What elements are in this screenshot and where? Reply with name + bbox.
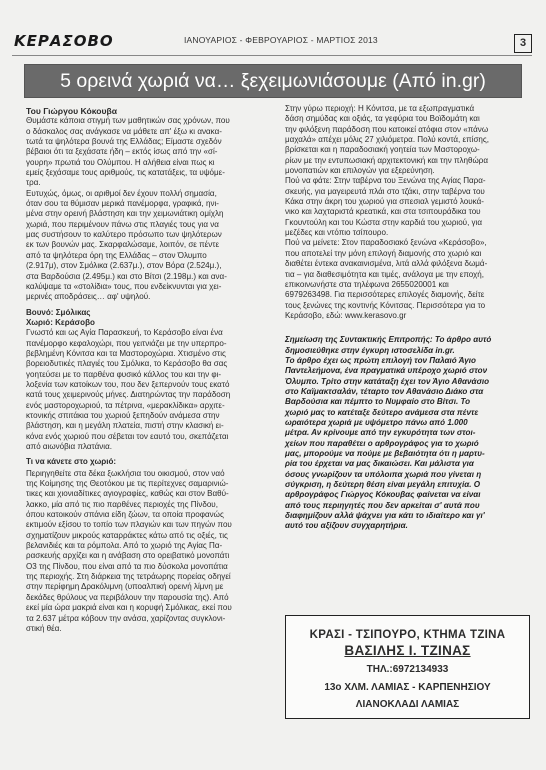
right-line: τια – για διαθεσιμότητα και τιμές, ανάλογα με την εποχή, bbox=[285, 269, 484, 279]
village-line: από αιωνόβια πλατάνια. bbox=[26, 442, 112, 451]
author-byline: Του Γιώργου Κόκουβα bbox=[26, 106, 118, 116]
editor-note-line: όσους γνωρίζουν τα υπόλοιπα χωριά που γίνεται η bbox=[285, 469, 482, 479]
editor-note-line: Παντελεήμονα, ένα πραγματικά υπέροχο χωριό στον bbox=[285, 366, 488, 376]
editor-note-line: Όλυμπο. Τρίτο στην κατάταξη έχει τον Άγιο Αθανάσιο bbox=[285, 376, 490, 386]
village-line: ενός μαστοροχωριού, τα πέτρινα, «μερακλίδικα» αρχιτε- bbox=[26, 400, 225, 410]
editor-note-line: αρθρογράφος Γιώργος Κόκουβας φαίνεται να είναι bbox=[285, 490, 481, 500]
intro-line: γουρη» πρωτιά του Ολύμπου. Η αλήθεια είναι πως κι bbox=[26, 157, 215, 167]
advertisement-box bbox=[285, 615, 530, 719]
right-line: Κεράσοβο, εδώ: www.kerasovo.gr bbox=[285, 310, 407, 320]
right-line: την φιλόξενη παράδοση που κατοικεί ατόφια στον «πάνω bbox=[285, 124, 489, 134]
right-line: δάση σημύδας και οξιάς, τα γεφύρια του Βοϊδομάτη και bbox=[285, 114, 480, 124]
masthead: ΚΕΡΑΣΟΒΟ bbox=[14, 32, 114, 50]
village-line: κτονικής σπιτάκια του χωριού ξεπηδούν ανάμεσα στην bbox=[26, 410, 220, 420]
activities-line: σχηματίζουν μικρούς καταρράκτες κάτω από τις οξιές, τις bbox=[26, 530, 228, 540]
intro-line: από τα ψηλότερα όρη της Ελλάδας – στον Όλυμπο bbox=[26, 250, 207, 260]
activities-line: Περιηγηθείτε στα δέκα ξωκλήσια του οικισμού, στον ναό bbox=[26, 468, 225, 478]
right-line: βρίσκεται και η παραδοσιακή γοητεία των Μαστοροχω- bbox=[285, 145, 480, 155]
editor-note-line: Το άρθρο έχει ως πρώτη επιλογή τον Παλαιό Άγιο bbox=[285, 355, 476, 365]
editor-note-line: ρία του έρχεται να μας δικαιώσει. Και μάλιστα για bbox=[285, 459, 474, 469]
village-line: βεβλημένη Κόνιτσα και τα Μαστοροχώρια. Χτισμένο στις bbox=[26, 348, 226, 358]
ad-name: ΒΑΣΙΛΗΣ Ι. ΤΖΙΝΑΣ bbox=[344, 643, 471, 658]
village-line: βλάστηση, και η μεγάλη πλατεία, πιστή στην κλασική ει- bbox=[26, 421, 224, 431]
right-line: Πού να φάτε: Στην ταβέρνα του Ξενώνα της Αγίας Παρα- bbox=[285, 176, 486, 186]
right-line: σκευής, για μαγειρευτά πλάι στο τζάκι, στην ταβέρνα του bbox=[285, 186, 485, 196]
ad-headline: ΚΡΑΣΙ - ΤΣΙΠΟΥΡΟ, ΚΤΗΜΑ ΤΖΙΝΑ bbox=[309, 629, 506, 641]
village-line: γοητεύσει με το παρθένα φυσικό κάλλος του και την φι- bbox=[26, 369, 222, 379]
ad-place: ΛΙΑΝΟΚΛΑΔΙ ΛΑΜΙΑΣ bbox=[355, 699, 460, 710]
issue-date: ΙΑΝΟΥΑΡΙΟΣ - ΦΕΒΡΟΥΑΡΙΟΣ - ΜΑΡΤΙΟΣ 2013 bbox=[184, 35, 378, 45]
village-line: πανέμορφο κεφαλοχώρι, που γειτνιάζει με την υπερπρο- bbox=[26, 338, 227, 348]
intro-paragraph bbox=[26, 116, 272, 302]
right-line: μονοπατιών και επιλογών για εξερεύνηση. bbox=[285, 166, 435, 176]
intro-line: χωριά, που περιμένουν πάνω στις πλαγιές τους για να bbox=[26, 219, 219, 229]
right-line: διαθέτει έντεκα ανακαινισμένα, λιτά αλλά φιλόξενα δωμά- bbox=[285, 259, 488, 269]
intro-line: μένα στην ορεινή βλάστηση και την χειμωνιάτικη ομίχλη bbox=[26, 209, 224, 219]
activities-line: στική θέα. bbox=[26, 623, 62, 633]
activities-line: όπου κατοικούν σπάνια είδη ζώων, τα οποία προφανώς bbox=[26, 510, 224, 520]
right-line: Γκουντούλη και του Κώστα στην καρδιά του χωριού, για bbox=[285, 217, 483, 227]
page-number: 3 bbox=[514, 34, 532, 53]
intro-line: Θυμάστε κάποια στιγμή των μαθητικών σας χρόνων, που bbox=[26, 116, 230, 126]
editor-note bbox=[285, 335, 529, 532]
activities-paragraph bbox=[26, 469, 272, 635]
section-heading-mountain: Βουνό: Σμόλικας bbox=[26, 307, 91, 317]
activities-line: της περιοχής. Στη διάρκεια της τετράωρης πορείας οδηγεί bbox=[26, 572, 231, 582]
intro-line: τρα. bbox=[26, 178, 41, 188]
left-column bbox=[26, 106, 272, 634]
activities-line: δεκάδες θρύλους να περιβάλουν την παρουσία της). Από bbox=[26, 592, 229, 602]
intro-line: μας συστήσουν το καλύτερο πρόσωπο των ψηλότερων bbox=[26, 230, 222, 240]
section-heading-activities: Τι να κάνετε στο χωριό: bbox=[26, 457, 117, 467]
right-line: Κάκα στην άκρη του χωριού για σπεσιαλ γεμιστό λουκά- bbox=[285, 197, 484, 207]
village-line: κατά τους χειμερινούς μήνες. Διατηρώντας την παράδοση bbox=[26, 390, 231, 400]
right-paragraphs bbox=[285, 104, 529, 321]
intro-line: εκ των βουνών μας. Σκαρφαλώσαμε, λοιπόν, σε πέντε bbox=[26, 240, 220, 250]
right-line: Στην γύρω περιοχή: Η Κόνιτσα, με τα εξωπραγματικά bbox=[285, 104, 475, 113]
village-line: Γνωστό και ως Αγία Παρασκευή, το Κεράσοβο είναι ένα bbox=[26, 328, 223, 338]
intro-line: στα Βαρδούσια (2.495μ.) και στο Βίτσι (2.198μ.) και ανα- bbox=[26, 271, 227, 281]
editor-note-line: από τους περιηγητές που δεν αρκείται σ' αυτά που bbox=[285, 500, 480, 510]
section-heading-village: Χωριό: Κεράσοβο bbox=[26, 317, 95, 327]
right-line: Πού να μείνετε: Στον παραδοσιακό ξενώνα «Κεράσοβο», bbox=[285, 238, 487, 248]
intro-line: μερινές αποδράσεις… αφ' υψηλού. bbox=[26, 292, 151, 302]
intro-line: ο δάσκαλος σας ανάγκασε να μάθετε απ' έξω κι ανακα- bbox=[26, 126, 222, 136]
activities-line: της Κοίμησης της Θεοτόκου με τις περίτεχνες σαμαρινιώ- bbox=[26, 479, 229, 489]
right-line: νικο και λαχταριστά κρεατικά, και στα τσιπουράδικα του bbox=[285, 207, 481, 217]
activities-line: βελανιδιές και τα ρόμπολα. Από το χωριό της Αγίας Πα- bbox=[26, 541, 223, 551]
editor-note-line: δημοσιεύθηκε στην έγκυρη ιστοσελίδα in.gr. bbox=[285, 345, 455, 355]
activities-line: εκτιμούν εξίσου το τοπίο των πλαγιών και των πηγών που bbox=[26, 520, 232, 530]
village-paragraph bbox=[26, 328, 272, 452]
editor-note-line: σύγκριση, η δεύτερη θέση είναι μεγάλη επιτυχία. Ο bbox=[285, 480, 481, 490]
header-divider bbox=[12, 55, 532, 56]
right-line: μαχαλά» απέχει μόλις 27 χιλιόμετρα. Πολύ κοντά, επίσης, bbox=[285, 135, 490, 145]
editor-note-line: χείων που παραθέτει ο αρθρογράφος για το χωριό bbox=[285, 438, 479, 448]
activities-line: τικες και χιονιαδίτικες αγιογραφίες, καθώς και στον Βαθύ- bbox=[26, 489, 229, 499]
right-line: επικοινωνήστε στα τηλέφωνα 2655020001 και bbox=[285, 279, 449, 289]
village-line: κόνα ενός χωριού που σέβεται τον εαυτό του, σκεπάζεται bbox=[26, 431, 229, 441]
activities-line: στην περίφημη Δρακόλιμνη (υποαλπική ορεινή λίμνη με bbox=[26, 582, 224, 592]
right-line: ρίων με την εντυπωσιακή αρχιτεκτονική και την πληθώρα bbox=[285, 155, 488, 165]
activities-line: ρασκευής αρχίζει και η ανάβαση στο ορειβατικό μονοπάτι bbox=[26, 551, 230, 561]
intro-line: βέβαιοι ότι τα ξεχάσατε ήδη – εκτός ίσως από την «σί- bbox=[26, 147, 218, 157]
intro-line: (2.917μ), στον Σμόλικα (2.637μ.), στον Βόρα (2.524μ.), bbox=[26, 261, 222, 271]
right-line: που αποτελεί την μόνη επιλογή διαμονής στο χωριό και bbox=[285, 248, 482, 258]
activities-line: τα 2.637 μέτρα κόβουν την ανάσα, χαρίζοντας συγκλονι- bbox=[26, 613, 226, 623]
intro-line: όταν σου τα θύμισαν μερικά πανέμορφα, γραφικά, ηνι- bbox=[26, 199, 219, 209]
activities-line: Ο3 της Πίνδου, που είναι από τα πιο δύσκολα μονοπάτια bbox=[26, 561, 228, 571]
right-column bbox=[285, 104, 529, 532]
intro-line: καλύψαμε τα «στολίδια» τους, που ενδείκνυνται για χει- bbox=[26, 281, 222, 291]
editor-note-line: διαφημίζουν αλλά ψάχνει για κάτι το ιδιαίτερο και γι' bbox=[285, 511, 485, 521]
ad-phone: ΤΗΛ.:6972134933 bbox=[366, 664, 449, 675]
activities-line: εκεί μία ώρα μακριά είναι και η κορυφή Σμόλικας, εκεί που bbox=[26, 603, 232, 613]
editor-note-line: μέτρα. Αν κρίνουμε από την εγκυρότητα των στοι- bbox=[285, 428, 476, 438]
ad-address: 13ο ΧΛΜ. ΛΑΜΙΑΣ - ΚΑΡΠΕΝΗΣΙΟΥ bbox=[324, 682, 491, 693]
right-line: τους ξενώνες της κοντινής Κόνιτσας. Περισσότερα για το bbox=[285, 300, 486, 310]
village-line: λοξενία των κατοίκων του, που δεν ξεπερνούν τους εκατό bbox=[26, 379, 230, 389]
editor-note-line: στο Καϊμακτσαλάν, τέταρτο τον Αθανάσιο Διάκο στα bbox=[285, 386, 484, 396]
editor-note-line: αυτό του αξίζουν συγχαρητήρια. bbox=[285, 521, 408, 531]
editor-note-line: ωραιότερα χωριά με υψόμετρο πάνω από 1.000 bbox=[285, 417, 468, 427]
editor-note-line: χωριό μας το κατέταξε δεύτερο ανάμεσα στα πέντε bbox=[285, 407, 479, 417]
activities-line: λακκο, μία από τις πιο παρθένες περιοχές της Πίνδου, bbox=[26, 499, 218, 509]
intro-line: τωτά τα ψηλότερα βουνά της Ελλάδας; Είμαστε σχεδόν bbox=[26, 137, 222, 147]
right-line: 6979263498. Για περισσότερες επιλογές διαμονής, δείτε bbox=[285, 290, 485, 300]
right-line: μεζέδες και ντόπιο τσίπουρο. bbox=[285, 228, 389, 238]
article-title: 5 ορεινά χωριά να… ξεχειμωνιάσουμε (Από in.gr) bbox=[24, 64, 522, 98]
editor-note-line: Βαρδούσια και πέμπτο το Νυμφαίο στο Βίτσι. Το bbox=[285, 397, 471, 407]
editor-note-line: Σημείωση της Συντακτικής Επιτροπής: Το άρθρο αυτό bbox=[285, 335, 492, 345]
intro-line: εμείς ξεχάσαμε τους αριθμούς, τις κατατάξεις, τα υψόμε- bbox=[26, 168, 225, 178]
intro-line: Ευτυχώς, όμως, οι αριθμοί δεν έχουν πολλή σημασία, bbox=[26, 188, 217, 198]
editor-note-line: μας, μπορούμε να πούμε με βεβαιότητα ότι η μαρτυ- bbox=[285, 449, 485, 458]
page-header bbox=[12, 32, 532, 54]
village-line: βορειοδυτικές πλαγιές του Σμόλικα, το Κεράσοβο θα σας bbox=[26, 359, 228, 369]
